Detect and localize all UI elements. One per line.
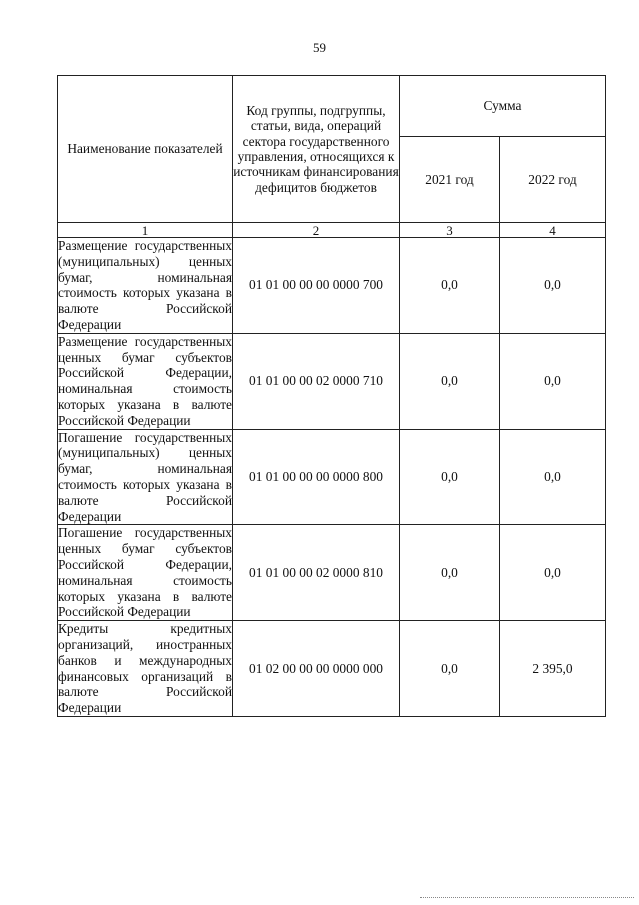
- row-value-2021: 0,0: [400, 333, 500, 429]
- header-year-2021: 2021 год: [400, 137, 500, 223]
- header-year-2022: 2022 год: [500, 137, 606, 223]
- row-name: Размещение государственных (муниципальных) ценных бумаг, номинальная стоимость которых указана в валюте Российской Федерации: [58, 238, 232, 332]
- header-code: Код группы, подгруппы, статьи, вида, операций сектора государственного управления, относящихся к источникам финансирования дефицитов бюджетов: [233, 76, 400, 223]
- row-code: 01 01 00 00 00 0000 700: [233, 238, 400, 334]
- row-value-2021: 0,0: [400, 429, 500, 525]
- row-code: 01 01 00 00 02 0000 810: [233, 525, 400, 621]
- row-name: Кредиты кредитных организаций, иностранных банков и международных финансовых организаций в валюте Российской Федерации: [58, 621, 232, 716]
- row-code: 01 01 00 00 00 0000 800: [233, 429, 400, 525]
- row-code: 01 01 00 00 02 0000 710: [233, 333, 400, 429]
- column-number: 2: [233, 223, 400, 238]
- sources-table: [57, 75, 606, 717]
- scan-edge-line: [420, 897, 634, 898]
- table-row: [58, 621, 606, 717]
- row-name: Погашение государственных ценных бумаг субъектов Российской Федерации, номинальная стоимость которых указана в валюте Российской Федерации: [58, 525, 232, 620]
- row-value-2021: 0,0: [400, 621, 500, 717]
- row-name: Погашение государственных (муниципальных) ценных бумаг, номинальная стоимость которых указана в валюте Российской Федерации: [58, 429, 232, 524]
- row-value-2022: 0,0: [500, 238, 606, 334]
- column-number: 1: [58, 223, 233, 238]
- row-value-2022: 0,0: [500, 525, 606, 621]
- row-code: 01 02 00 00 00 0000 000: [233, 621, 400, 717]
- row-name: Размещение государственных ценных бумаг субъектов Российской Федерации, номинальная стоимость которых указана в валюте Российской Федерации: [58, 333, 232, 428]
- header-name: Наименование показателей: [58, 76, 233, 223]
- header-sum: Сумма: [400, 76, 606, 137]
- row-value-2022: 2 395,0: [500, 621, 606, 717]
- table-row: [58, 429, 606, 525]
- table-row: [58, 525, 606, 621]
- row-value-2022: 0,0: [500, 333, 606, 429]
- row-value-2022: 0,0: [500, 429, 606, 525]
- page-number: 59: [313, 40, 326, 55]
- table-row: [58, 333, 606, 429]
- column-number: 3: [400, 223, 500, 238]
- row-value-2021: 0,0: [400, 525, 500, 621]
- table-row: [58, 238, 606, 334]
- row-value-2021: 0,0: [400, 238, 500, 334]
- column-number: 4: [500, 223, 606, 238]
